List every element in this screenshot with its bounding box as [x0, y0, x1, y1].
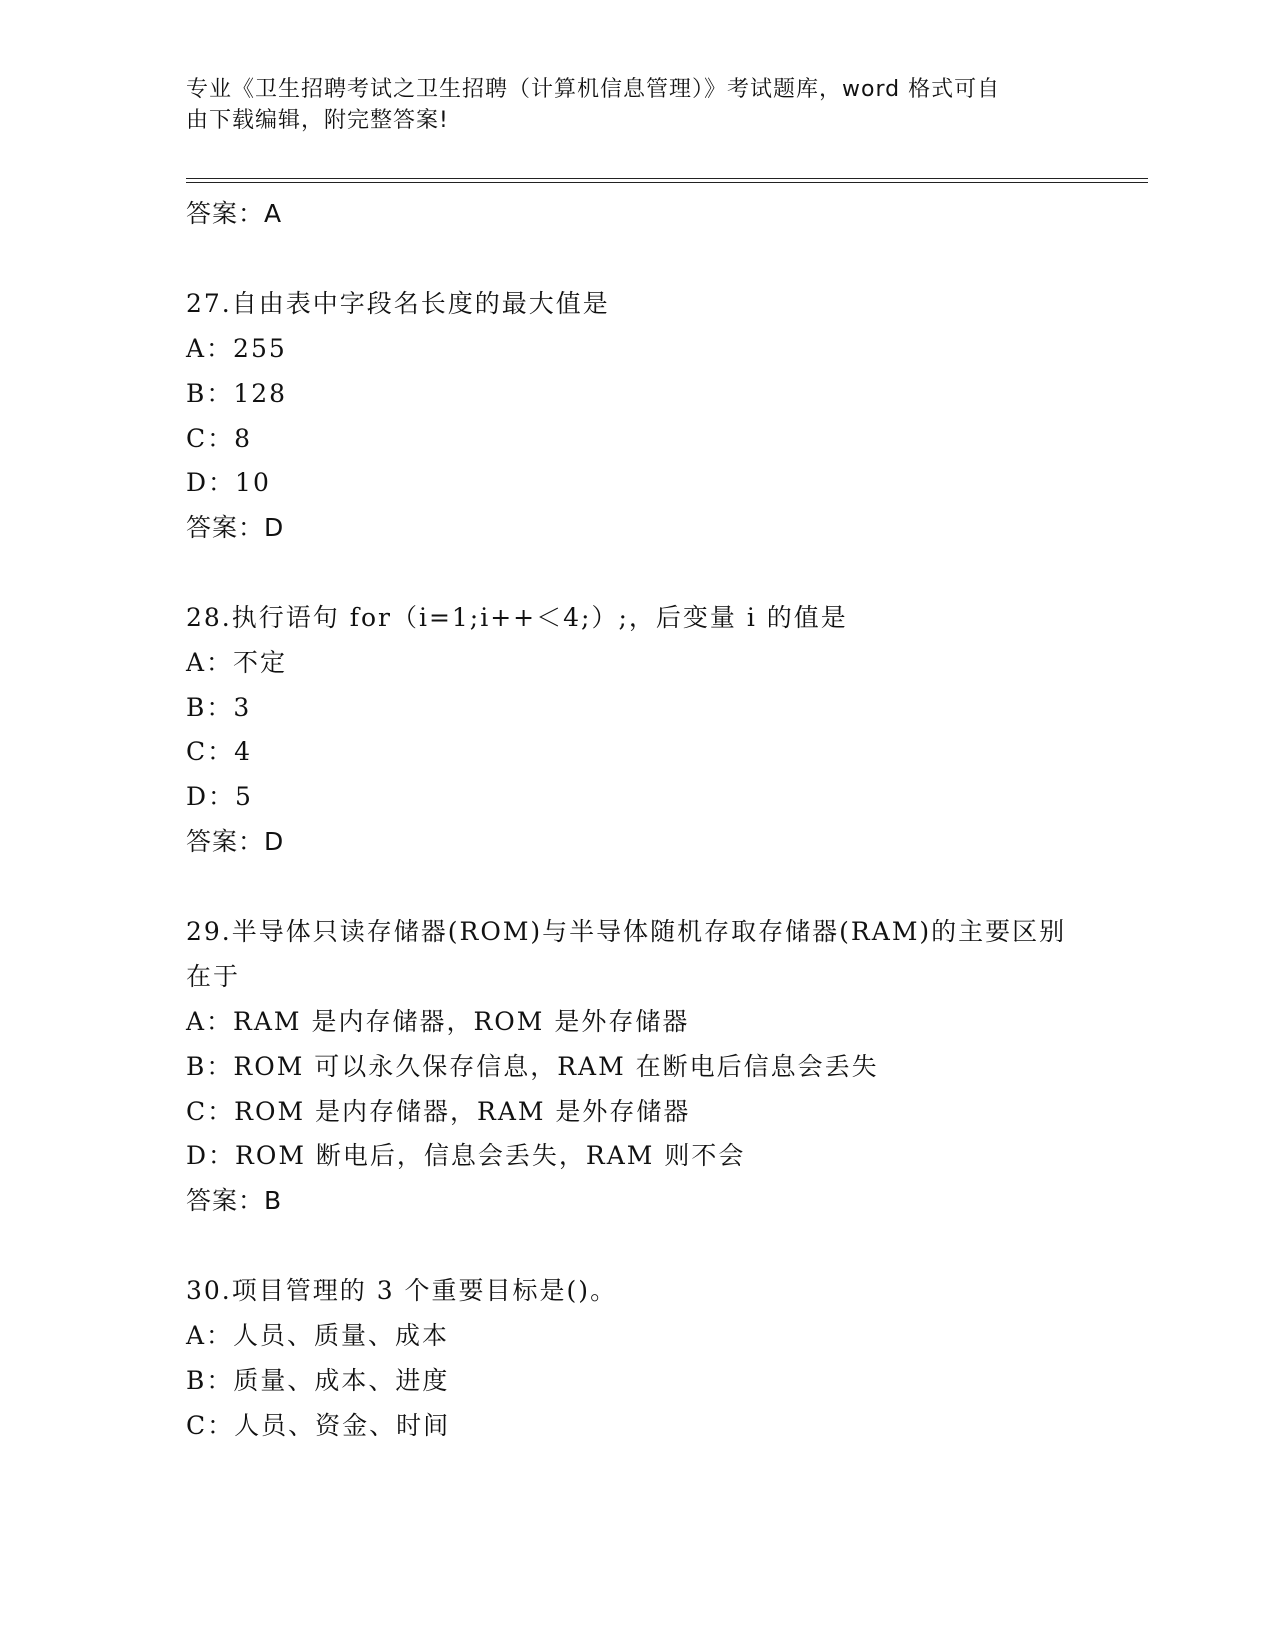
question-29-answer: 答案：B — [186, 1186, 283, 1215]
question-29-option-b: B：ROM 可以永久保存信息，RAM 在断电后信息会丢失 — [186, 1052, 879, 1081]
question-28-stem: 28.执行语句 for（i=1;i++＜4;）;，后变量 i 的值是 — [186, 603, 848, 632]
question-30-option-b: B：质量、成本、进度 — [186, 1366, 450, 1395]
header-line-2: 由下载编辑，附完整答案! — [186, 108, 449, 133]
question-27-option-b: B：128 — [186, 379, 288, 408]
question-28-option-a: A：不定 — [186, 648, 288, 677]
question-28-option-d: D：5 — [186, 782, 253, 811]
question-29-option-d: D：ROM 断电后，信息会丢失，RAM 则不会 — [186, 1141, 746, 1170]
question-30-option-a: A：人员、质量、成本 — [186, 1321, 450, 1350]
answer-prev: 答案：A — [186, 199, 283, 228]
question-28-answer: 答案：D — [186, 827, 285, 856]
question-27-answer: 答案：D — [186, 513, 285, 542]
question-27-option-d: D：10 — [186, 468, 271, 497]
question-28-option-c: C：4 — [186, 737, 253, 766]
question-28-option-b: B：3 — [186, 693, 252, 722]
header-line-1: 专业《卫生招聘考试之卫生招聘（计算机信息管理）》考试题库，word 格式可自 — [186, 77, 1001, 102]
question-29-stem-line-2: 在于 — [186, 962, 241, 991]
question-29-option-a: A：RAM 是内存储器，ROM 是外存储器 — [186, 1007, 690, 1036]
question-30-stem: 30.项目管理的 3 个重要目标是()。 — [186, 1276, 618, 1305]
header-divider-top — [186, 178, 1148, 179]
question-29-option-c: C：ROM 是内存储器，RAM 是外存储器 — [186, 1097, 691, 1126]
header-divider-bottom — [186, 182, 1148, 183]
document-header — [186, 74, 1086, 136]
question-27-option-a: A：255 — [186, 334, 287, 363]
question-27-option-c: C：8 — [186, 424, 253, 453]
question-30-option-c: C：人员、资金、时间 — [186, 1411, 451, 1440]
question-29-stem-line-1: 29.半导体只读存储器(ROM)与半导体随机存取存储器(RAM)的主要区别 — [186, 917, 1067, 946]
question-27-stem: 27.自由表中字段名长度的最大值是 — [186, 289, 610, 318]
